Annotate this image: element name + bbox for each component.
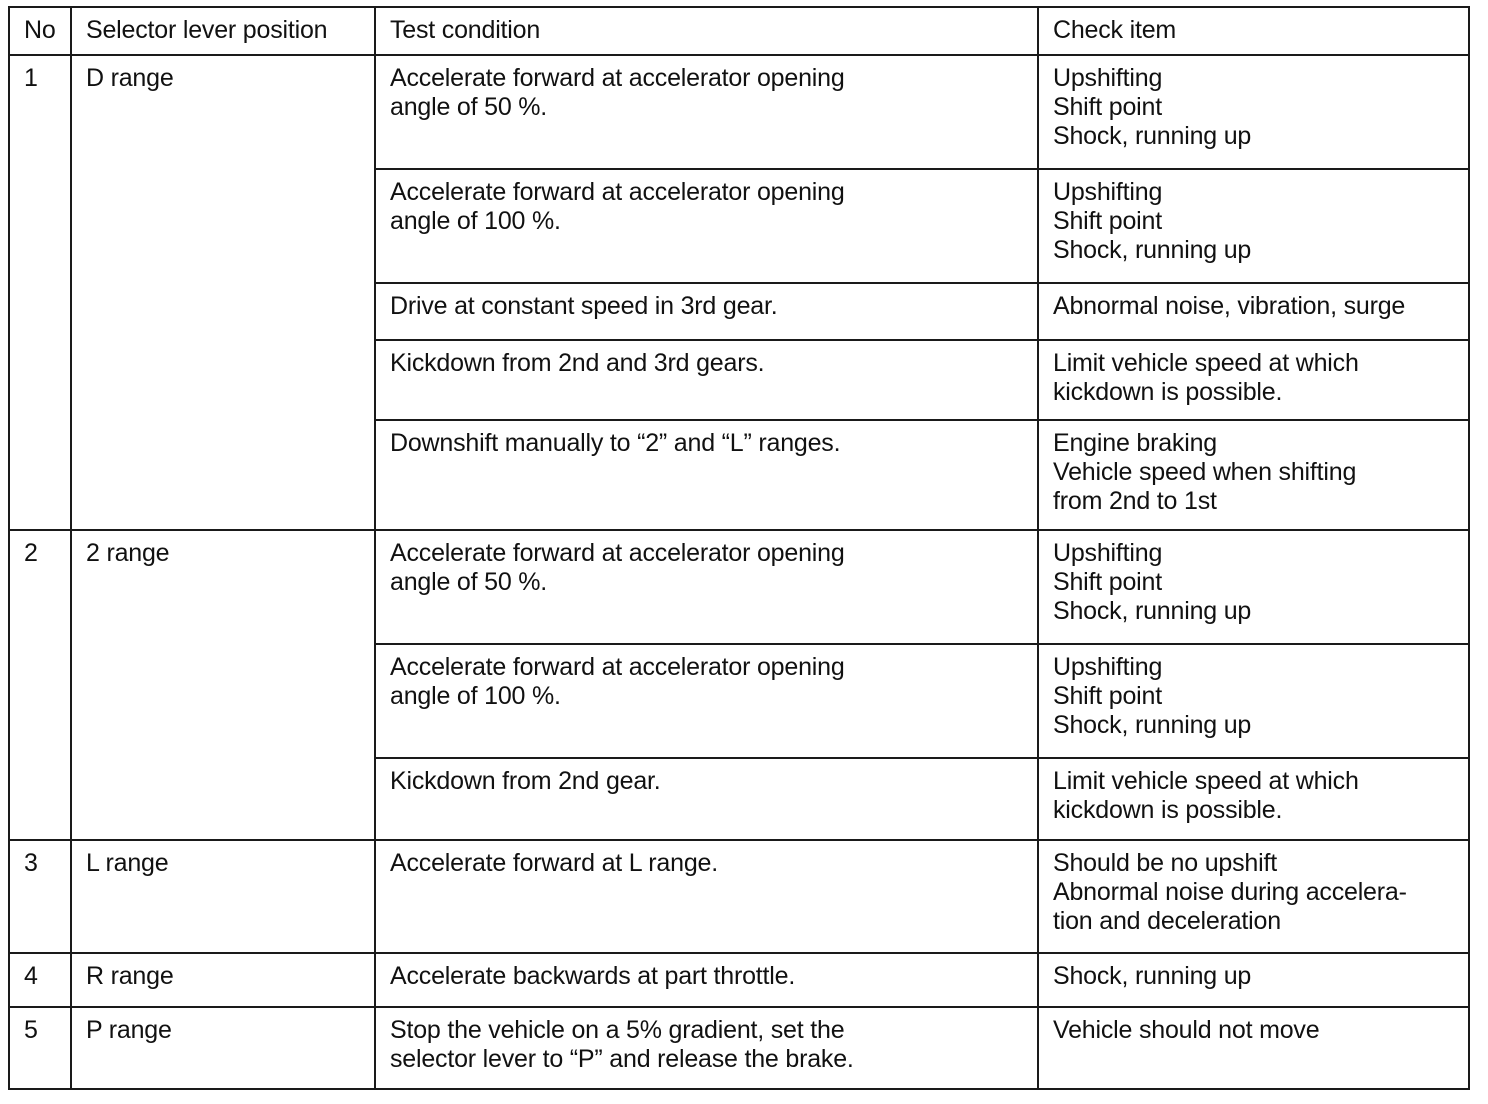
test-condition: Accelerate forward at accelerator opening angle of 50 %.: [375, 55, 1038, 169]
row-number: 4: [9, 953, 71, 1007]
check-item: Abnormal noise, vibration, surge: [1038, 283, 1469, 339]
header-selector-lever-position: Selector lever position: [71, 7, 375, 55]
check-item: Limit vehicle speed at which kickdown is possible.: [1038, 758, 1469, 840]
header-test-condition: Test condition: [375, 7, 1038, 55]
test-condition: Kickdown from 2nd gear.: [375, 758, 1038, 840]
check-item: Upshifting Shift point Shock, running up: [1038, 169, 1469, 283]
check-item: Upshifting Shift point Shock, running up: [1038, 530, 1469, 644]
test-condition: Downshift manually to “2” and “L” ranges.: [375, 420, 1038, 530]
table-row: [9, 840, 1469, 952]
row-number: 2: [9, 530, 71, 841]
check-item: Engine braking Vehicle speed when shifting from 2nd to 1st: [1038, 420, 1469, 530]
table-row: [9, 530, 1469, 644]
check-item: Limit vehicle speed at which kickdown is possible.: [1038, 340, 1469, 420]
test-condition: Accelerate forward at L range.: [375, 840, 1038, 952]
selector-position: R range: [71, 953, 375, 1007]
test-condition: Accelerate forward at accelerator opening angle of 100 %.: [375, 644, 1038, 758]
check-item: Upshifting Shift point Shock, running up: [1038, 644, 1469, 758]
test-condition: Accelerate forward at accelerator opening angle of 100 %.: [375, 169, 1038, 283]
test-condition: Accelerate forward at accelerator opening angle of 50 %.: [375, 530, 1038, 644]
header-no: No: [9, 7, 71, 55]
road-test-table: [8, 6, 1470, 1090]
check-item: Should be no upshift Abnormal noise during accelera- tion and deceleration: [1038, 840, 1469, 952]
table-row: [9, 55, 1469, 169]
header-check-item: Check item: [1038, 7, 1469, 55]
test-condition: Accelerate backwards at part throttle.: [375, 953, 1038, 1007]
test-condition: Kickdown from 2nd and 3rd gears.: [375, 340, 1038, 420]
check-item: Upshifting Shift point Shock, running up: [1038, 55, 1469, 169]
test-condition: Drive at constant speed in 3rd gear.: [375, 283, 1038, 339]
selector-position: L range: [71, 840, 375, 952]
row-number: 3: [9, 840, 71, 952]
test-condition: Stop the vehicle on a 5% gradient, set the selector lever to “P” and release the brake.: [375, 1007, 1038, 1089]
table-row: [9, 1007, 1469, 1089]
check-item: Shock, running up: [1038, 953, 1469, 1007]
selector-position: P range: [71, 1007, 375, 1089]
table-row: [9, 953, 1469, 1007]
row-number: 5: [9, 1007, 71, 1089]
check-item: Vehicle should not move: [1038, 1007, 1469, 1089]
row-number: 1: [9, 55, 71, 530]
selector-position: 2 range: [71, 530, 375, 841]
selector-position: D range: [71, 55, 375, 530]
header-row: [9, 7, 1469, 55]
